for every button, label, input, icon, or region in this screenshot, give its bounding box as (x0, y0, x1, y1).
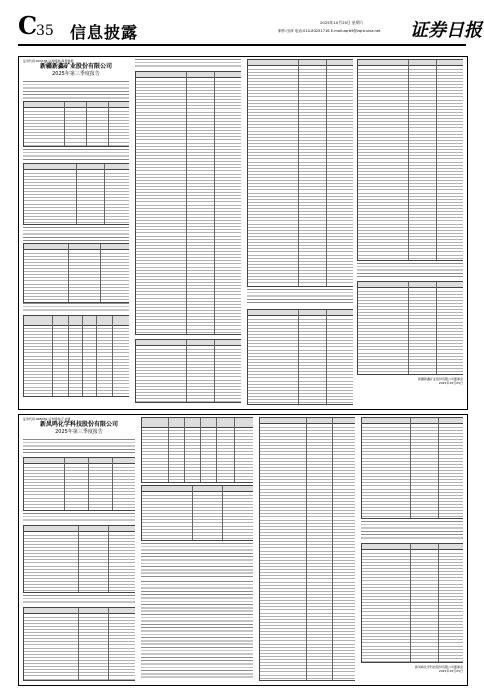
bottom-col-1 (23, 417, 135, 683)
body-text-block (23, 227, 129, 241)
section-letter: C (18, 11, 38, 40)
balance-sheet-table (135, 71, 241, 335)
financial-table (23, 163, 129, 225)
body-text-block (23, 595, 135, 605)
signature-date: 2025年10月25日 (438, 381, 463, 385)
financial-table (23, 457, 135, 511)
income-table (135, 339, 241, 403)
board-signature: 新凤鸣化学科技股份有限公司董事会 (414, 665, 463, 669)
cash-flow-table (361, 543, 463, 663)
top-col-4 (357, 59, 463, 405)
cash-flow-table (247, 309, 353, 405)
bottom-notice-frame (18, 414, 468, 686)
financial-table (23, 243, 129, 303)
stock-code-line: 证券代码:603138 证券简称:海量数据 (23, 59, 74, 63)
cash-flow-table (361, 417, 463, 519)
board-signature: 新疆新鑫矿业股份有限公司董事会 (417, 377, 463, 381)
cash-flow-table (357, 281, 463, 375)
contact-line: 制作:田萍 电话:010-83251716 E-mail:zqrb9@zqrb.sina.net (278, 29, 381, 33)
bottom-col-2 (141, 417, 253, 683)
top-notice-frame (18, 56, 468, 410)
financial-table (23, 607, 135, 681)
shareholder-table (141, 485, 253, 541)
body-text-block (141, 581, 253, 679)
body-text-block (23, 81, 129, 99)
page-header (0, 0, 484, 44)
body-text-block (23, 513, 135, 523)
balance-sheet-table (259, 417, 355, 681)
report-title: 2025年第三季度报告 (52, 71, 100, 77)
header-rule (18, 44, 466, 46)
shareholder-table (141, 417, 253, 483)
report-title: 2025年第三季度报告 (55, 429, 103, 435)
body-text-block (23, 439, 135, 455)
cash-flow-table (357, 59, 463, 261)
financial-table (23, 101, 129, 147)
shareholder-table (23, 315, 129, 397)
top-col-2 (135, 59, 241, 405)
body-text-block (357, 263, 463, 277)
bottom-col-3 (259, 417, 355, 683)
body-text-block (247, 289, 353, 305)
body-text-block (23, 303, 129, 311)
income-statement-table (247, 59, 353, 287)
top-col-1 (23, 59, 129, 405)
newspaper-masthead: 证券日报 (410, 20, 482, 41)
top-col-3 (247, 59, 353, 405)
company-name: 新疆新鑫矿业股份有限公司 (39, 63, 112, 70)
bottom-col-4 (361, 417, 463, 683)
company-name: 新凤鸣化学科技股份有限公司 (39, 421, 118, 428)
signature-date: 2025年10月25日 (438, 669, 463, 673)
issue-date: 2025年10月25日 星期六 (320, 20, 364, 25)
stock-code-line: 证券代码:688339 证券简称:亿华通 (23, 417, 71, 421)
body-text-block (135, 59, 241, 69)
body-text-block (361, 521, 463, 539)
section-title: 信息披露 (70, 23, 139, 42)
page-number: 35 (36, 23, 54, 39)
financial-table (23, 525, 135, 593)
body-text-block (23, 149, 129, 161)
body-text-block (141, 543, 253, 577)
